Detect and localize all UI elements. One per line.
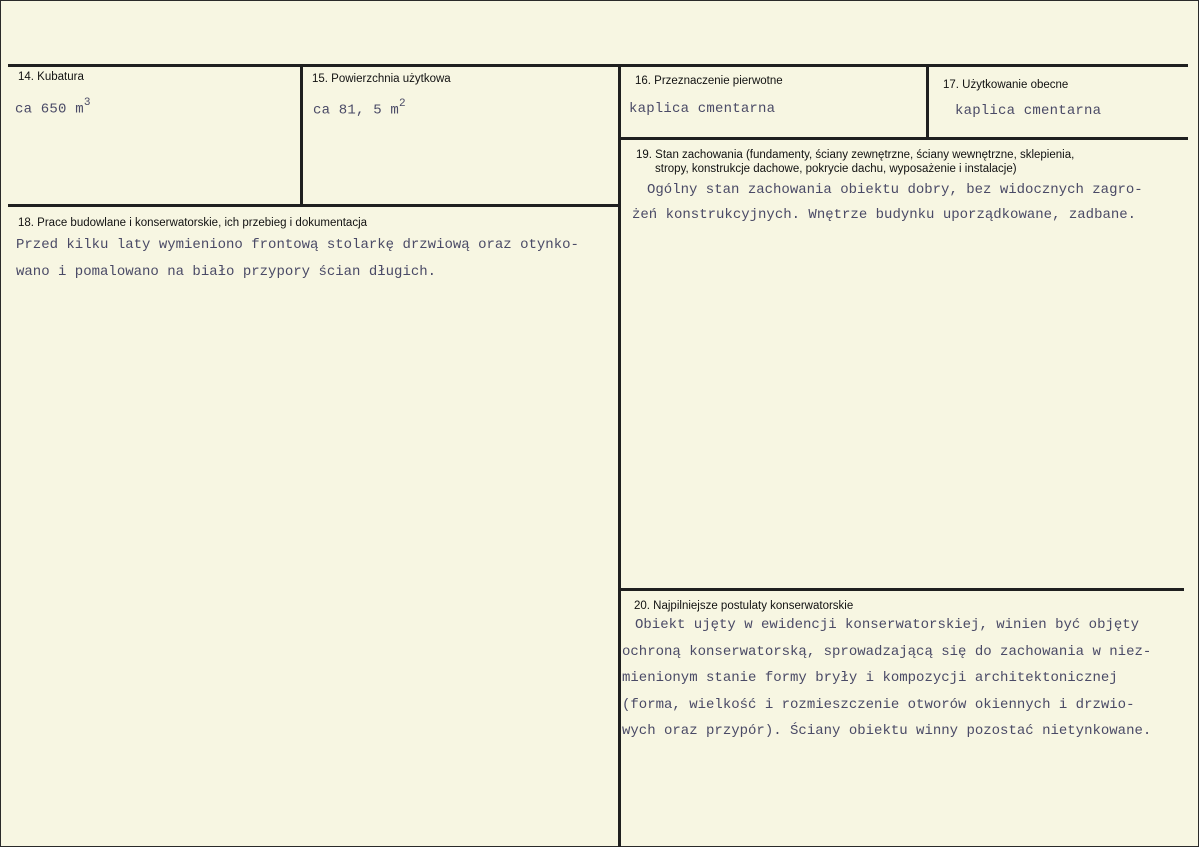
field-14-exponent: 3 bbox=[83, 97, 91, 109]
divider-14-15 bbox=[300, 64, 303, 206]
field-18-line: wano i pomalowano na biało przypory ścian długich. bbox=[16, 264, 437, 280]
field-18-line: Przed kilku laty wymieniono frontową stolarkę drzwiową oraz otynko- bbox=[16, 237, 579, 253]
field-18-text-2 bbox=[16, 260, 436, 285]
field-17-label: 17. Użytkowanie obecne bbox=[943, 79, 1069, 91]
field-18-text bbox=[16, 233, 579, 258]
field-14-value bbox=[15, 99, 91, 118]
field-20-text bbox=[622, 612, 1151, 745]
top-rule bbox=[8, 64, 1188, 67]
field-20-line: mienionym stanie formy bryły i kompozycji architektonicznej bbox=[622, 670, 1118, 686]
field-20-line: wych oraz przypór). Ściany obiektu winny pozostać nietynkowane. bbox=[622, 723, 1152, 739]
field-20-line: Obiekt ujęty w ewidencji konserwatorskiej, winien być objęty bbox=[635, 617, 1140, 633]
rule-under-14-15 bbox=[8, 204, 621, 207]
field-15-value bbox=[313, 100, 406, 119]
field-20-line: (forma, wielkość i rozmieszczenie otworów okiennych i drzwio- bbox=[622, 696, 1135, 713]
field-19-text bbox=[647, 178, 1143, 203]
field-20-line: ochroną konserwatorską, sprowadzającą się do zachowania w niez- bbox=[622, 643, 1152, 660]
field-14-value-text: ca 650 m bbox=[15, 101, 84, 118]
field-19-text-2 bbox=[632, 203, 1136, 228]
divider-16-17 bbox=[926, 64, 929, 139]
field-19-label-line2: stropy, konstrukcje dachowe, pokrycie dachu, wyposażenie i instalacje) bbox=[655, 163, 1017, 175]
rule-under-16-17 bbox=[621, 137, 1188, 140]
field-20-label: 20. Najpilniejsze postulaty konserwatorskie bbox=[634, 600, 854, 612]
field-19-label-line1: 19. Stan zachowania (fundamenty, ściany zewnętrzne, ściany wewnętrzne, sklepienia, bbox=[636, 149, 1075, 161]
field-18-label: 18. Prace budowlane i konserwatorskie, ich przebieg i dokumentacja bbox=[18, 217, 368, 229]
field-16-value: kaplica cmentarna bbox=[629, 101, 776, 117]
field-16-label: 16. Przeznaczenie pierwotne bbox=[635, 75, 783, 87]
field-15-exponent: 2 bbox=[399, 98, 406, 110]
field-19-line: żeń konstrukcyjnych. Wnętrze budynku uporządkowane, zadbane. bbox=[632, 207, 1137, 223]
field-15-label: 15. Powierzchnia użytkowa bbox=[312, 73, 451, 85]
field-17-value: kaplica cmentarna bbox=[955, 103, 1102, 119]
field-14-label: 14. Kubatura bbox=[18, 71, 84, 83]
field-19-line: Ogólny stan zachowania obiektu dobry, bez widocznych zagro- bbox=[647, 182, 1143, 198]
divider-left-right bbox=[618, 64, 621, 847]
rule-above-20 bbox=[621, 588, 1184, 591]
field-15-value-text: ca 81, 5 m bbox=[313, 102, 400, 119]
